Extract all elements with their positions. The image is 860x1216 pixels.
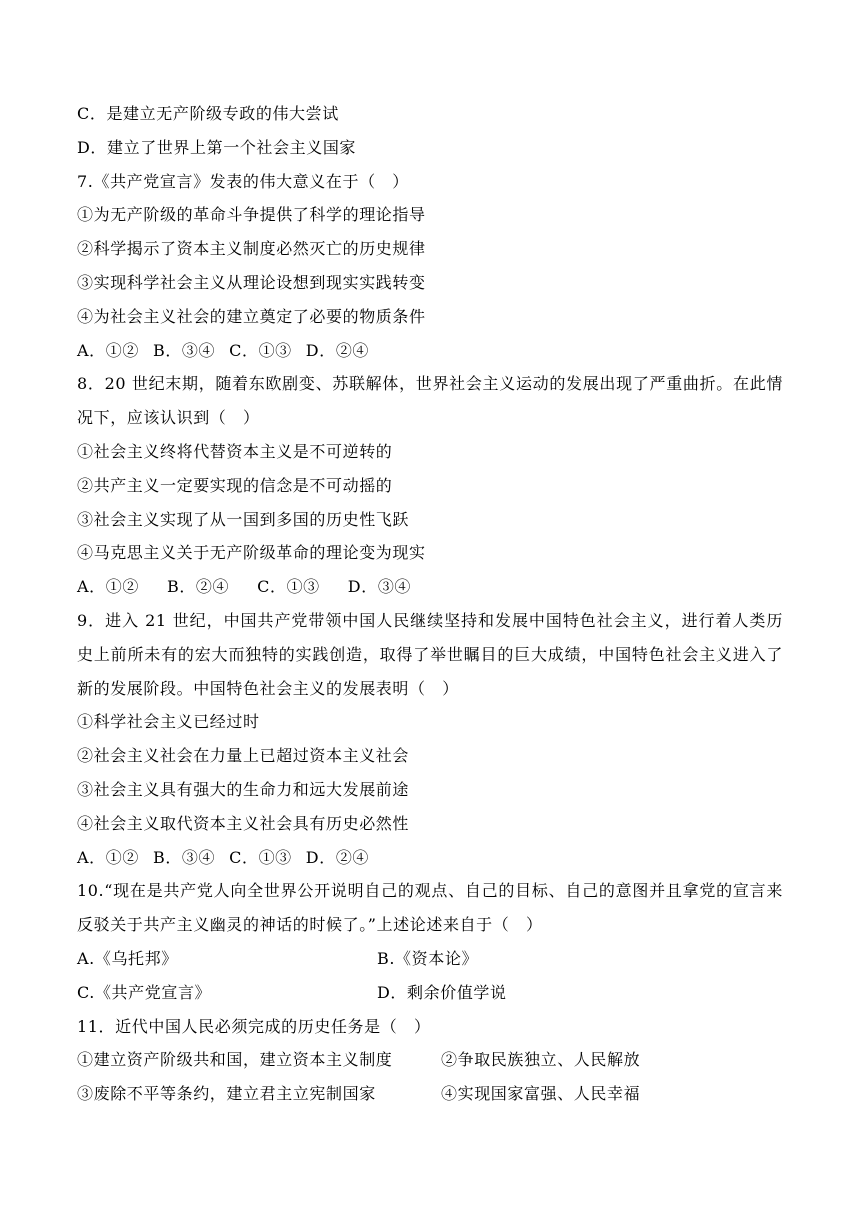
q8-option-c: C．①③ (257, 577, 320, 597)
q8-stem: 8．20 世纪末期，随着东欧剧变、苏联解体，世界社会主义运动的发展出现了严重曲折。在此情况下，应该认识到（ ） (77, 374, 783, 428)
q9-options (77, 841, 783, 875)
q8-options (77, 570, 783, 604)
q8-item-3: ③社会主义实现了从一国到多国的历史性飞跃 (77, 509, 410, 529)
q10-options-row-2 (77, 976, 783, 1010)
q7-option-b: B．③④ (152, 340, 216, 360)
q11-stem: 11．近代中国人民必须完成的历史任务是（ ） (77, 1016, 431, 1036)
q9-option-c: C．①③ (229, 847, 292, 867)
q7-stem: 7.《共产党宣言》发表的伟大意义在于（ ） (77, 171, 409, 191)
q10-option-d: D．剩余价值学说 (377, 982, 507, 1002)
q9-option-b: B．③④ (152, 847, 216, 867)
q11-item-3: ③废除不平等条约，建立君主立宪制国家 (77, 1084, 376, 1104)
q7-item-4: ④为社会主义社会的建立奠定了必要的物质条件 (77, 306, 426, 326)
q10-options-row-1 (77, 942, 783, 976)
q8-option-b: B．②④ (166, 577, 230, 597)
q7-option-a: A．①② (77, 340, 139, 360)
q9-item-1: ①科学社会主义已经过时 (77, 712, 260, 732)
q9-item-2: ②社会主义社会在力量上已超过资本主义社会 (77, 746, 410, 766)
q7-item-3: ③实现科学社会主义从理论设想到现实实践转变 (77, 272, 426, 292)
q8-item-2: ②共产主义一定要实现的信念是不可动摇的 (77, 475, 393, 495)
q7-item-1: ①为无产阶级的革命斗争提供了科学的理论指导 (77, 205, 426, 225)
q9-option-a: A．①② (77, 847, 139, 867)
q11-item-1: ①建立资产阶级共和国，建立资本主义制度 (77, 1050, 393, 1070)
q10-option-a: A.《乌托邦》 (77, 948, 178, 968)
q11-items-row-2 (77, 1077, 783, 1111)
q6-option-d: D．建立了世界上第一个社会主义国家 (77, 137, 357, 157)
q10-option-b: B.《资本论》 (377, 948, 479, 968)
q9-option-d: D．②④ (305, 847, 370, 867)
q9-item-4: ④社会主义取代资本主义社会具有历史必然性 (77, 813, 410, 833)
q8-option-a: A．①② (77, 577, 139, 597)
q8-item-4: ④马克思主义关于无产阶级革命的理论变为现实 (77, 543, 426, 563)
q7-options (77, 334, 783, 368)
q7-option-d: D．②④ (305, 340, 370, 360)
q7-item-2: ②科学揭示了资本主义制度必然灭亡的历史规律 (77, 239, 426, 259)
exam-page (77, 97, 783, 1111)
q11-items-row-1 (77, 1043, 783, 1077)
q8-option-d: D．③④ (347, 577, 412, 597)
q8-item-1: ①社会主义终将代替资本主义是不可逆转的 (77, 441, 393, 461)
q11-item-4: ④实现国家富强、人民幸福 (441, 1084, 641, 1104)
q11-item-2: ②争取民族独立、人民解放 (441, 1050, 641, 1070)
q9-stem: 9．进入 21 世纪，中国共产党带领中国人民继续坚持和发展中国特色社会主义，进行着人类历史上前所未有的宏大而独特的实践创造，取得了举世瞩目的巨大成绩，中国特色社会主义进入了新的发展阶段。中国特色社会主义的发展表明（ ） (77, 610, 783, 698)
q10-option-c: C.《共产党宣言》 (77, 982, 212, 1002)
q6-option-c: C．是建立无产阶级专政的伟大尝试 (77, 104, 339, 123)
q9-item-3: ③社会主义具有强大的生命力和远大发展前途 (77, 779, 410, 799)
q10-stem: 10.“现在是共产党人向全世界公开说明自己的观点、自己的目标、自己的意图并且拿党的宣言来反驳关于共产主义幽灵的神话的时候了。”上述论述来自于（ ） (77, 881, 783, 935)
q7-option-c: C．①③ (229, 340, 292, 360)
